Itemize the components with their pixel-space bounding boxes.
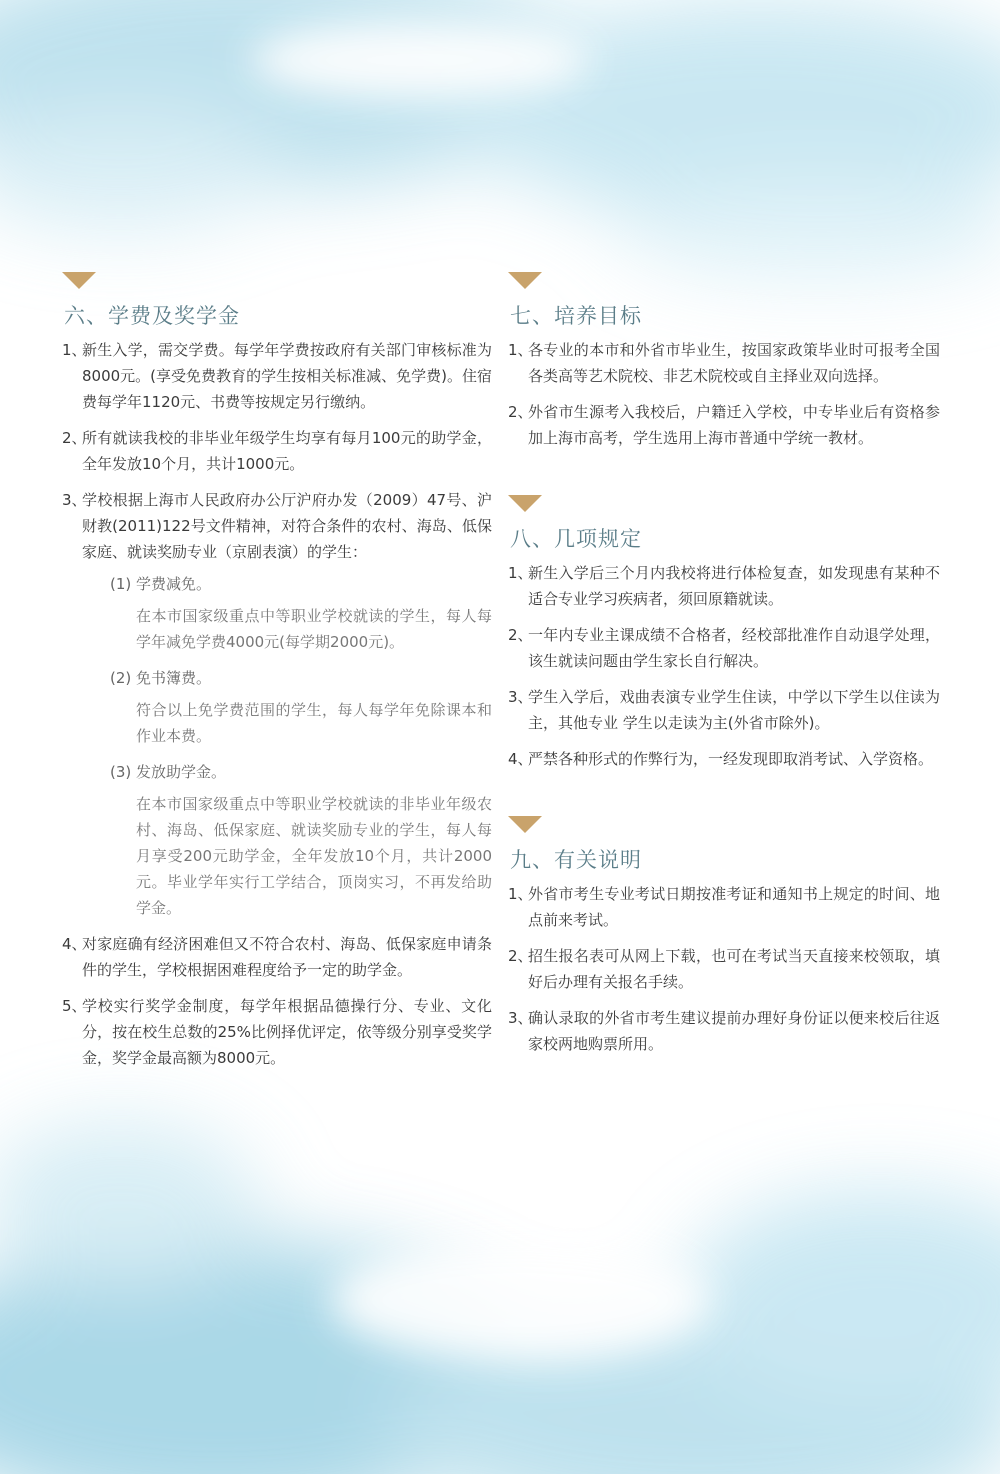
section-title: 六、学费及奖学金 [64,304,240,328]
section-title: 八、几项规定 [510,527,642,551]
sub-item-body: 在本市国家级重点中等职业学校就读的学生，每人每学年减免学费4000元(每学期2000元)。 [136,607,492,651]
item-text: 一年内专业主课成绩不合格者，经校部批准作自动退学处理，该生就读问题由学生家长自行解决。 [528,626,940,670]
item-text: 外省市生源考入我校后，户籍迁入学校，中专毕业后有资格参加上海市高考，学生选用上海市普通中学统一教材。 [528,403,940,447]
right-column [508,272,940,1101]
item-number: 3、 [62,491,87,509]
list-item [508,622,940,674]
item-text: 确认录取的外省市考生建议提前办理好身份证以便来校后往返家校两地购票所用。 [528,1009,940,1053]
list-item [62,425,492,477]
list-item [508,943,940,995]
item-number: 1、 [508,341,533,359]
item-number: 1、 [508,885,533,903]
sub-item-body: 在本市国家级重点中等职业学校就读的非毕业年级农村、海岛、低保家庭、就读奖励专业的学生，每人每月享受200元助学金，全年发放10个月，共计2000元。毕业学年实行工学结合，顶岗实习，不再发给助学金。 [136,795,492,917]
list-item [62,931,492,983]
list-item [508,881,940,933]
list-item [508,337,940,389]
item-number: 2、 [62,429,87,447]
item-number: 1、 [508,564,533,582]
section-title: 九、有关说明 [510,848,642,872]
section-marker-icon [508,495,542,512]
item-text: 学生入学后，戏曲表演专业学生住读，中学以下学生以住读为主，其他专业 学生以走读为主(外省市除外)。 [528,688,940,732]
section-regulations [508,495,940,772]
item-text: 所有就读我校的非毕业年级学生均享有每月100元的助学金，全年发放10个月，共计1000元。 [82,429,492,473]
item-text: 对家庭确有经济困难但又不符合农村、海岛、低保家庭申请条件的学生，学校根据困难程度给予一定的助学金。 [82,935,492,979]
item-number: 2、 [508,947,533,965]
list-item [508,684,940,736]
item-number: 1、 [62,341,87,359]
left-column [62,272,492,1115]
item-text: 新生入学后三个月内我校将进行体检复查，如发现患有某种不适合专业学习疾病者，须回原籍就读。 [528,564,940,608]
sub-item-head: (1) 学费减免。 [110,575,212,593]
item-number: 4、 [62,935,87,953]
list-item [508,746,940,772]
sub-item-body: 符合以上免学费范围的学生，每人每学年免除课本和作业本费。 [136,701,492,745]
list-item [62,337,492,415]
item-number: 2、 [508,626,533,644]
list-item [62,993,492,1071]
item-text: 新生入学，需交学费。每学年学费按政府有关部门审核标准为8000元。(享受免费教育的学生按相关标准减、免学费)。住宿费每学年1120元、书费等按规定另行缴纳。 [82,341,492,411]
item-text: 各专业的本市和外省市毕业生，按国家政策毕业时可报考全国各类高等艺术院校、非艺术院校或自主择业双向选择。 [528,341,940,385]
item-number: 5、 [62,997,87,1015]
item-number: 4、 [508,750,533,768]
section-title: 七、培养目标 [510,304,642,328]
item-text: 严禁各种形式的作弊行为，一经发现即取消考试、入学资格。 [528,750,934,768]
list-item [508,1005,940,1057]
list-item [62,487,492,921]
section-tuition [62,272,492,1071]
list-item [508,399,940,451]
item-text: 学校实行奖学金制度，每学年根据品德操行分、专业、文化分，按在校生总数的25%比例择优评定，依等级分别享受奖学金，奖学金最高额为8000元。 [82,997,492,1067]
item-text: 外省市考生专业考试日期按准考证和通知书上规定的时间、地点前来考试。 [528,885,940,929]
section-marker-icon [62,272,96,289]
section-training-goals [508,272,940,451]
sub-item-head: (3) 发放助学金。 [110,763,227,781]
section-marker-icon [508,272,542,289]
sub-item-head: (2) 免书簿费。 [110,669,212,687]
list-item [508,560,940,612]
sub-list [110,571,492,921]
item-number: 3、 [508,1009,533,1027]
section-marker-icon [508,816,542,833]
item-text: 学校根据上海市人民政府办公厅沪府办发（2009）47号、沪财教(2011)122号文件精神，对符合条件的农村、海岛、低保家庭、就读奖励专业（京剧表演）的学生： [82,491,492,561]
section-notes [508,816,940,1057]
item-number: 2、 [508,403,533,421]
item-number: 3、 [508,688,533,706]
item-text: 招生报名表可从网上下载，也可在考试当天直接来校领取，填好后办理有关报名手续。 [528,947,940,991]
